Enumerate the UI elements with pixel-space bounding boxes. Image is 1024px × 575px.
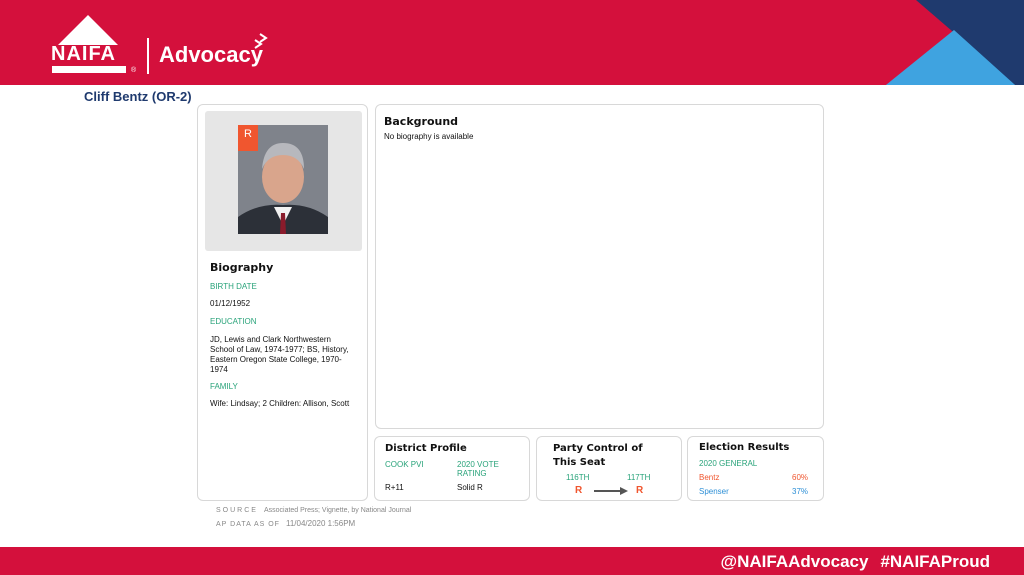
photo-frame [205, 111, 362, 251]
candidate-name: Bentz [699, 473, 720, 482]
naifa-logo-triangle-icon [58, 15, 118, 45]
district-profile-title: District Profile [385, 443, 467, 454]
data-as-of-label: AP DATA AS OF [216, 521, 280, 528]
arrow-right-icon [594, 487, 628, 495]
background-card [375, 104, 824, 429]
party-from-value: R [575, 485, 583, 496]
logo-divider [147, 38, 149, 74]
biography-title: Biography [210, 261, 274, 274]
source-label: SOURCE [216, 507, 258, 514]
party-to-value: R [636, 485, 644, 496]
district-profile-card [374, 436, 530, 501]
family-value: Wife: Lindsay; 2 Children: Allison, Scott [210, 399, 350, 408]
congress-from-label: 116TH [566, 473, 590, 482]
background-title: Background [384, 115, 459, 128]
data-as-of-line [216, 519, 355, 528]
birth-date-value: 01/12/1952 [210, 299, 251, 308]
footer-bar [0, 547, 1024, 575]
naifa-logo-text: NAIFA [51, 43, 116, 65]
election-results-title: Election Results [699, 442, 790, 453]
election-subtitle: 2020 GENERAL [699, 459, 758, 468]
candidate-name: Spenser [699, 487, 729, 496]
footer-social [721, 552, 990, 572]
chevron-arrows-icon [254, 32, 272, 50]
election-results-card [687, 436, 824, 501]
party-control-title-line2: This Seat [553, 457, 606, 468]
page-title: Cliff Bentz (OR-2) [84, 89, 192, 104]
naifa-logo-base [52, 66, 126, 73]
party-control-title-line1: Party Control of [553, 443, 643, 454]
registered-mark: ® [131, 67, 137, 74]
cook-pvi-label: COOK PVI [385, 460, 424, 469]
birth-date-label: BIRTH DATE [210, 282, 257, 291]
data-as-of-value: 11/04/2020 1:56PM [285, 519, 356, 528]
source-line [216, 507, 411, 514]
family-label: FAMILY [210, 382, 238, 391]
header-bar [0, 0, 1024, 85]
education-label: EDUCATION [210, 317, 257, 326]
vote-rating-value: Solid R [457, 483, 483, 492]
biography-card [197, 104, 368, 501]
congress-to-label: 117TH [627, 473, 651, 482]
corner-decoration-icon [874, 0, 1024, 85]
cook-pvi-value: R+11 [385, 483, 404, 492]
candidate-percent: 60% [792, 473, 809, 482]
social-hashtag: #NAIFAProud [880, 552, 990, 571]
party-badge: R [238, 125, 258, 151]
social-handle: @NAIFAAdvocacy [720, 552, 869, 571]
source-text: Associated Press; Vignette, by National Journal [263, 507, 412, 514]
brand-title: Advocacy [159, 42, 263, 67]
party-control-card [536, 436, 682, 501]
background-text: No biography is available [384, 132, 474, 141]
education-value: JD, Lewis and Clark Northwestern School of Law, 1974-1977; BS, History, Eastern Oregon State College, 1970-1974 [210, 335, 349, 374]
vote-rating-label: 2020 VOTE RATING [457, 460, 499, 478]
candidate-percent: 37% [792, 487, 809, 496]
